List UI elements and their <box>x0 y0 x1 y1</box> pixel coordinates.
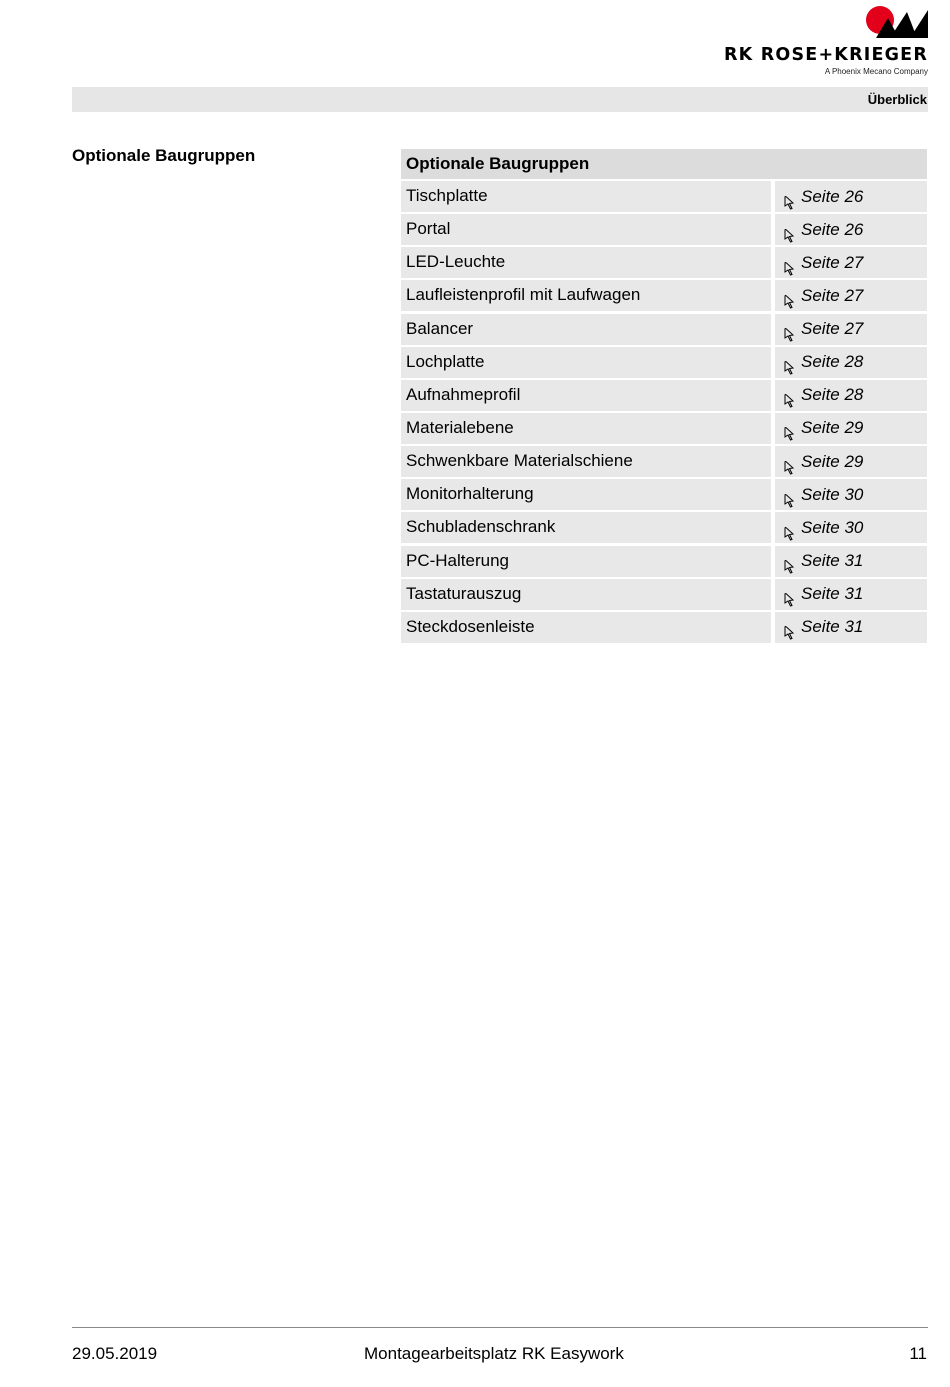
table-heading: Optionale Baugruppen <box>401 149 927 179</box>
table-row <box>401 612 927 643</box>
table-row <box>401 579 927 610</box>
page-reference-link[interactable] <box>775 247 927 278</box>
pointing-hand-icon <box>783 223 795 237</box>
assembly-name: Schwenkbare Materialschiene <box>401 446 771 477</box>
logo-mark-icon <box>866 6 928 38</box>
table-row <box>401 280 927 311</box>
page-reference-link[interactable] <box>775 214 927 245</box>
page-reference-label: Seite 31 <box>801 551 864 571</box>
pointing-hand-icon <box>783 289 795 303</box>
page-reference-link[interactable] <box>775 612 927 643</box>
pointing-hand-icon <box>783 322 795 336</box>
footer-date: 29.05.2019 <box>72 1344 158 1363</box>
page-title: Optionale Baugruppen <box>72 146 256 165</box>
footer-page-number: 11 <box>909 1344 927 1363</box>
page-reference-label: Seite 29 <box>801 451 864 471</box>
assembly-name: Materialebene <box>401 413 771 444</box>
logo-subtitle: A Phoenix Mecano Company <box>824 67 928 76</box>
page-reference-label: Seite 27 <box>801 252 864 272</box>
table-row <box>401 347 927 378</box>
table-row <box>401 314 927 345</box>
assembly-name: Portal <box>401 214 771 245</box>
pointing-hand-icon <box>783 388 795 402</box>
page-reference-link[interactable] <box>775 446 927 477</box>
table-row <box>401 247 927 278</box>
footer-document-title: Montagearbeitsplatz RK Easywork <box>364 1344 624 1363</box>
page-reference-link[interactable] <box>775 413 927 444</box>
table-row <box>401 380 927 411</box>
page-reference-link[interactable] <box>775 546 927 577</box>
assembly-name: Steckdosenleiste <box>401 612 771 643</box>
page-reference-link[interactable] <box>775 314 927 345</box>
assembly-name: LED-Leuchte <box>401 247 771 278</box>
section-header-bar <box>72 87 928 112</box>
page-reference-link[interactable] <box>775 479 927 510</box>
pointing-hand-icon <box>783 355 795 369</box>
table-row <box>401 546 927 577</box>
table-row <box>401 446 927 477</box>
page-reference-label: Seite 31 <box>801 617 864 637</box>
assemblies-table <box>401 149 927 645</box>
page-reference-label: Seite 28 <box>801 385 864 405</box>
table-body <box>401 181 927 643</box>
assembly-name: Laufleistenprofil mit Laufwagen <box>401 280 771 311</box>
table-row <box>401 479 927 510</box>
page-reference-link[interactable] <box>775 512 927 543</box>
page-reference-label: Seite 27 <box>801 285 864 305</box>
pointing-hand-icon <box>783 521 795 535</box>
page-reference-label: Seite 26 <box>801 186 864 206</box>
table-row <box>401 181 927 212</box>
assembly-name: Lochplatte <box>401 347 771 378</box>
assembly-name: Monitorhalterung <box>401 479 771 510</box>
page-reference-label: Seite 29 <box>801 418 864 438</box>
table-row <box>401 413 927 444</box>
pointing-hand-icon <box>783 256 795 270</box>
section-label: Überblick <box>867 92 927 107</box>
page-reference-link[interactable] <box>775 380 927 411</box>
table-row <box>401 214 927 245</box>
page-reference-link[interactable] <box>775 347 927 378</box>
page-reference-label: Seite 26 <box>801 219 864 239</box>
pointing-hand-icon <box>783 620 795 634</box>
pointing-hand-icon <box>783 488 795 502</box>
page-reference-label: Seite 31 <box>801 584 864 604</box>
page-reference-link[interactable] <box>775 579 927 610</box>
assembly-name: Tischplatte <box>401 181 771 212</box>
assembly-name: Balancer <box>401 314 771 345</box>
pointing-hand-icon <box>783 554 795 568</box>
logo-brand-name: RK ROSE+KRIEGER <box>724 45 928 65</box>
page-reference-label: Seite 27 <box>801 319 864 339</box>
pointing-hand-icon <box>783 455 795 469</box>
pointing-hand-icon <box>783 190 795 204</box>
page-reference-label: Seite 28 <box>801 352 864 372</box>
assembly-name: Aufnahmeprofil <box>401 380 771 411</box>
footer-divider <box>72 1327 928 1328</box>
assembly-name: PC-Halterung <box>401 546 771 577</box>
assembly-name: Schubladenschrank <box>401 512 771 543</box>
page-reference-link[interactable] <box>775 280 927 311</box>
page-reference-label: Seite 30 <box>801 517 864 537</box>
page-reference-label: Seite 30 <box>801 484 864 504</box>
assembly-name: Tastaturauszug <box>401 579 771 610</box>
table-row <box>401 512 927 543</box>
pointing-hand-icon <box>783 421 795 435</box>
pointing-hand-icon <box>783 587 795 601</box>
company-logo <box>724 6 928 76</box>
page-reference-link[interactable] <box>775 181 927 212</box>
